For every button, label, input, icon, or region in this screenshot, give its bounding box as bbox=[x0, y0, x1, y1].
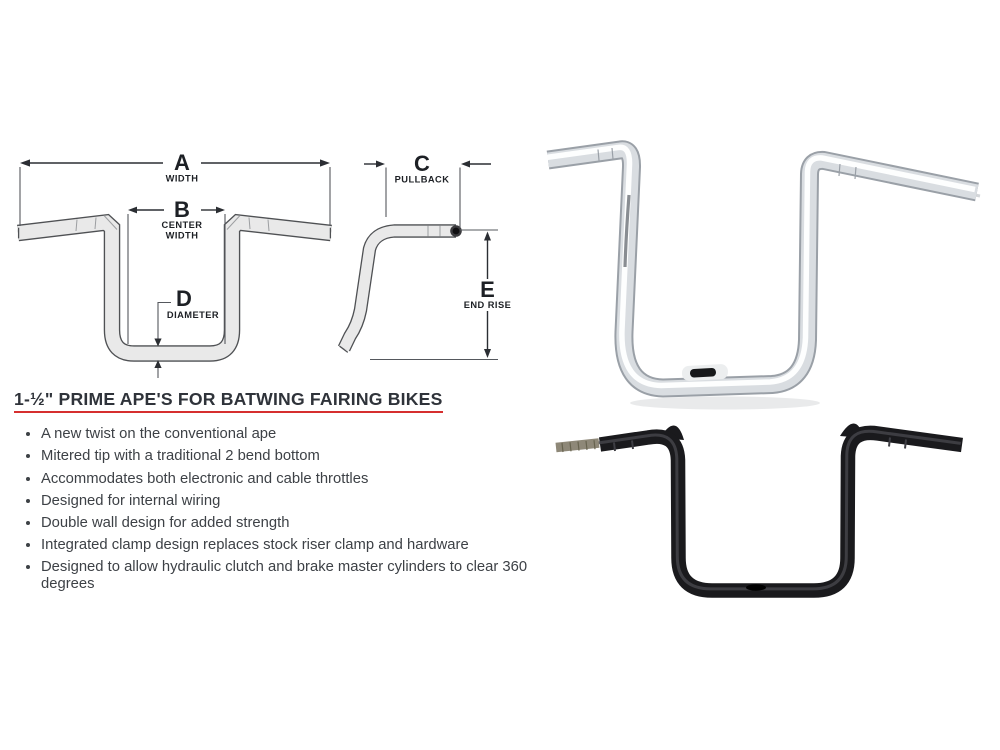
feature-list bbox=[14, 426, 539, 592]
feature-item: • Designed for internal wiring bbox=[41, 493, 531, 510]
feature-item: • A new twist on the conventional ape bbox=[41, 426, 531, 443]
e-arrowhead-down bbox=[484, 349, 491, 358]
product-description bbox=[14, 389, 539, 598]
clamp-ridge bbox=[889, 438, 890, 447]
clamp-ridge bbox=[632, 441, 633, 450]
dimension-diagram-svg bbox=[0, 140, 530, 390]
side-bar-fill bbox=[344, 231, 456, 349]
dim-e-caption: END RISE bbox=[463, 300, 512, 310]
front-view bbox=[18, 150, 331, 378]
e-arrowhead-up bbox=[484, 232, 491, 241]
page-title: 1-½" PRIME APE'S FOR BATWING FAIRING BIKES bbox=[14, 389, 443, 413]
side-view bbox=[340, 151, 512, 360]
wiring-slot bbox=[690, 368, 716, 378]
dim-b-letter: B bbox=[174, 197, 190, 222]
chrome-handlebar-illustration bbox=[540, 135, 1000, 425]
chrome-bar-shade bbox=[551, 154, 980, 392]
dim-d-caption: DIAMETER bbox=[166, 310, 220, 320]
a-arrowhead-right bbox=[320, 159, 330, 166]
dim-a-caption: WIDTH bbox=[165, 173, 199, 184]
black-handlebar-photo bbox=[540, 410, 980, 620]
dimension-diagram bbox=[0, 140, 530, 395]
wiring-slot bbox=[746, 584, 766, 590]
black-bar-highlight bbox=[599, 431, 961, 589]
photo-shadow bbox=[630, 397, 820, 410]
clamp-ridge bbox=[614, 443, 615, 452]
c-arrowhead-left bbox=[461, 161, 470, 168]
grip-end-hole bbox=[453, 228, 460, 235]
chrome-handlebar-photo bbox=[540, 135, 1000, 430]
feature-item: • Double wall design for added strength bbox=[41, 515, 531, 532]
dim-c-caption: PULLBACK bbox=[394, 174, 450, 185]
dim-b-caption: WIDTH bbox=[165, 230, 199, 241]
d-leader-line bbox=[158, 303, 171, 340]
feature-item: • Mitered tip with a traditional 2 bend bottom bbox=[41, 448, 531, 465]
a-arrowhead-left bbox=[20, 159, 30, 166]
black-bar-body bbox=[600, 433, 962, 591]
c-arrowhead-right bbox=[376, 161, 385, 168]
dim-c-letter: C bbox=[414, 151, 430, 176]
black-handlebar-illustration bbox=[540, 410, 980, 615]
front-bar-outline bbox=[18, 223, 331, 354]
dim-e-letter: E bbox=[480, 277, 495, 302]
dim-a-letter: A bbox=[174, 150, 190, 175]
feature-item: • Accommodates both electronic and cable throttles bbox=[41, 471, 531, 488]
clamp-ridge bbox=[905, 440, 906, 449]
chrome-bar-body bbox=[548, 150, 977, 388]
front-bar-fill bbox=[18, 223, 331, 354]
b-arrowhead-right bbox=[216, 207, 225, 214]
feature-item: • Designed to allow hydraulic clutch and brake master cylinders to clear 360 degrees bbox=[41, 559, 531, 592]
b-arrowhead-left bbox=[128, 207, 137, 214]
feature-item: • Integrated clamp design replaces stock riser clamp and hardware bbox=[41, 537, 531, 554]
dim-b-caption: CENTER bbox=[161, 220, 203, 230]
dim-d-letter: D bbox=[176, 286, 192, 311]
